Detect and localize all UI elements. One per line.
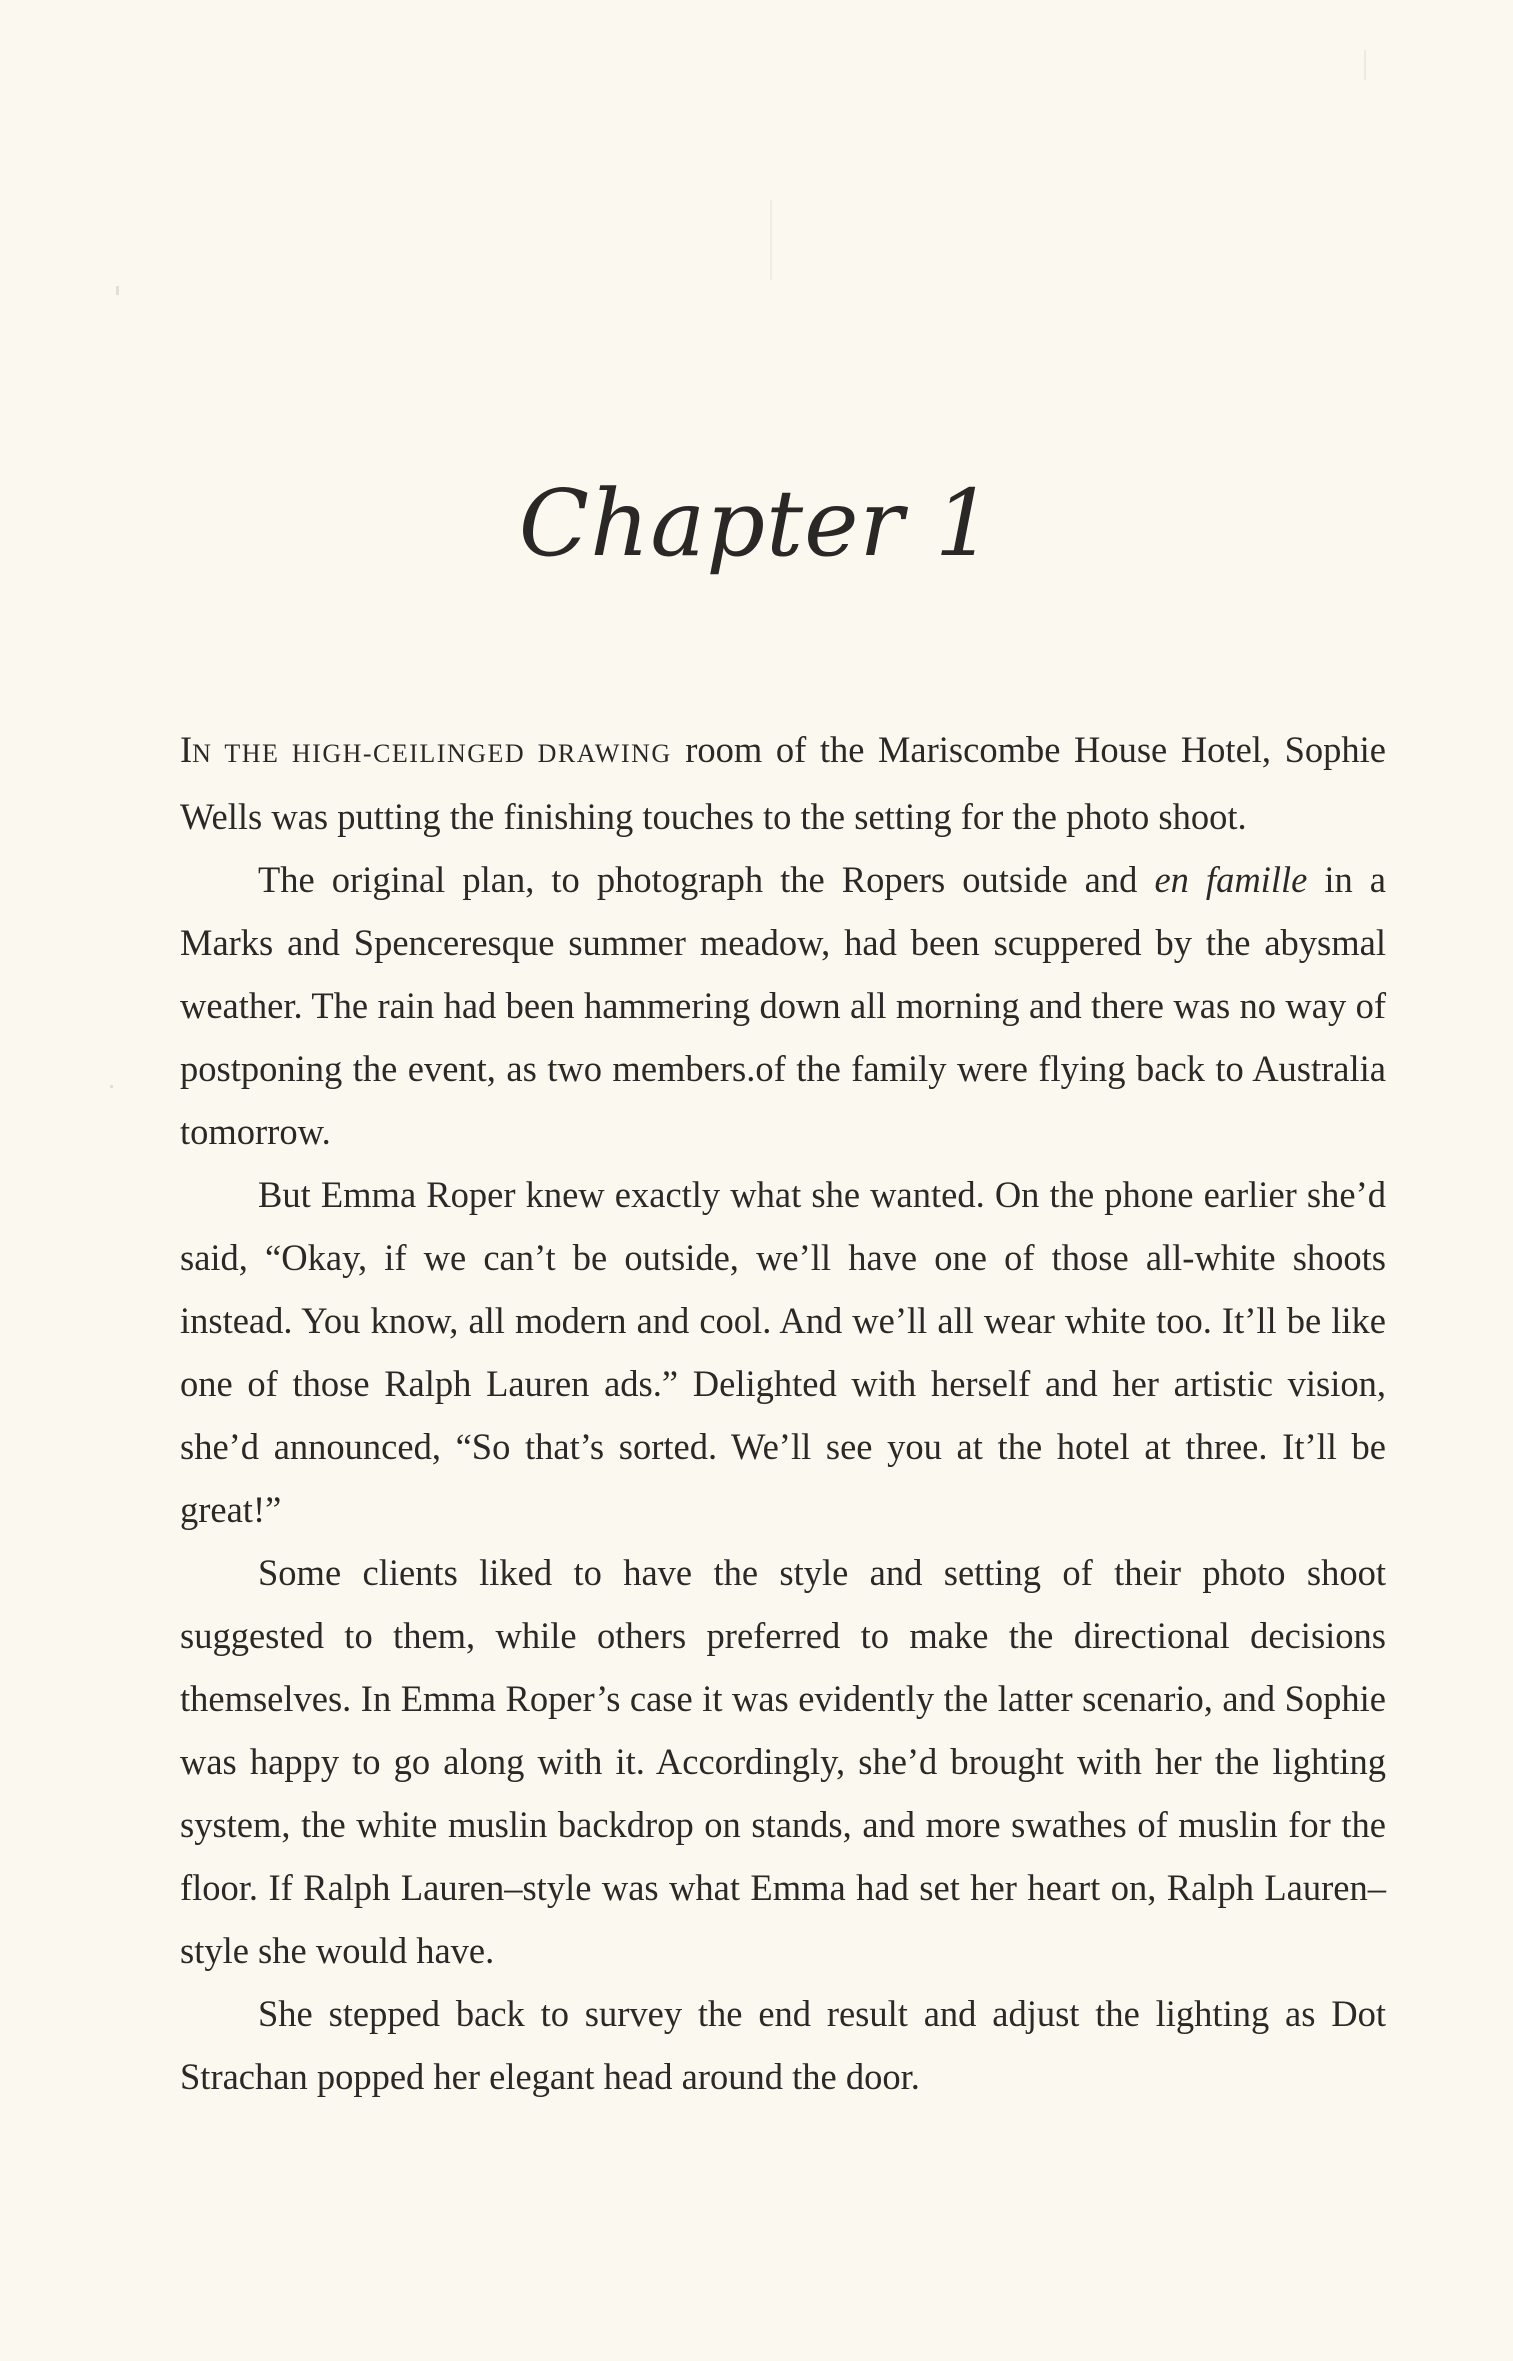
paragraph: She stepped back to survey the end result and adjust the lighting as Dot Strachan popped her elegant head around the door.: [180, 1993, 1386, 2097]
paragraph: But Emma Roper knew exactly what she wanted. On the phone earlier she’d said, “Okay, if we can’t be outside, we’ll have one of those all-white shoots instead. You know, all modern and cool. And we’ll all wear white too. It’ll be like one of those Ralph Lauren ads.” Delighted with herself and her artistic vision, she’d announced, “So that’s sorted. We’ll see you at the hotel at three. It’ll be great!”: [180, 1174, 1386, 1530]
paper-speck: [110, 1085, 113, 1088]
paragraph: Some clients liked to have the style and setting of their photo shoot suggested to them, while others preferred to make the directional decisions themselves. In Emma Roper’s case it was evidently the latter scenario, and Sophie was happy to go along with it. Accordingly, she’d brought with her the lighting system, the white muslin backdrop on stands, and more swathes of muslin for the floor. If Ralph Lauren–style was what Emma had set her heart on, Ralph Lauren–style she would have.: [180, 1552, 1386, 1971]
paper-speck: [116, 286, 119, 295]
italic-phrase: en famille: [1154, 859, 1308, 900]
paragraph: [180, 848, 1386, 1163]
chapter-body: [180, 718, 1386, 2108]
paper-speck: [770, 200, 772, 280]
lead-smallcaps: N THE HIGH-CEILINGED DRAWING: [192, 739, 672, 768]
lead-initial: I: [180, 729, 193, 770]
paragraph-opening: [180, 718, 1386, 848]
paper-speck: [1364, 50, 1366, 80]
paragraph-text: room of the Mariscombe House Hotel, Sophie Wells was putting the finishing touches to the setting for the photo shoot.: [180, 729, 1386, 837]
paragraph-text: The original plan, to photograph the Ropers outside and: [258, 859, 1155, 900]
chapter-title: Chapter 1: [518, 470, 995, 577]
paragraph-text: in a Marks and Spenceresque summer meadow, had been scuppered by the abysmal weather. The rain had been hammering down all morning and there was no way of postponing the event, as two members.of the family were flying back to Australia tomorrow.: [180, 859, 1386, 1152]
